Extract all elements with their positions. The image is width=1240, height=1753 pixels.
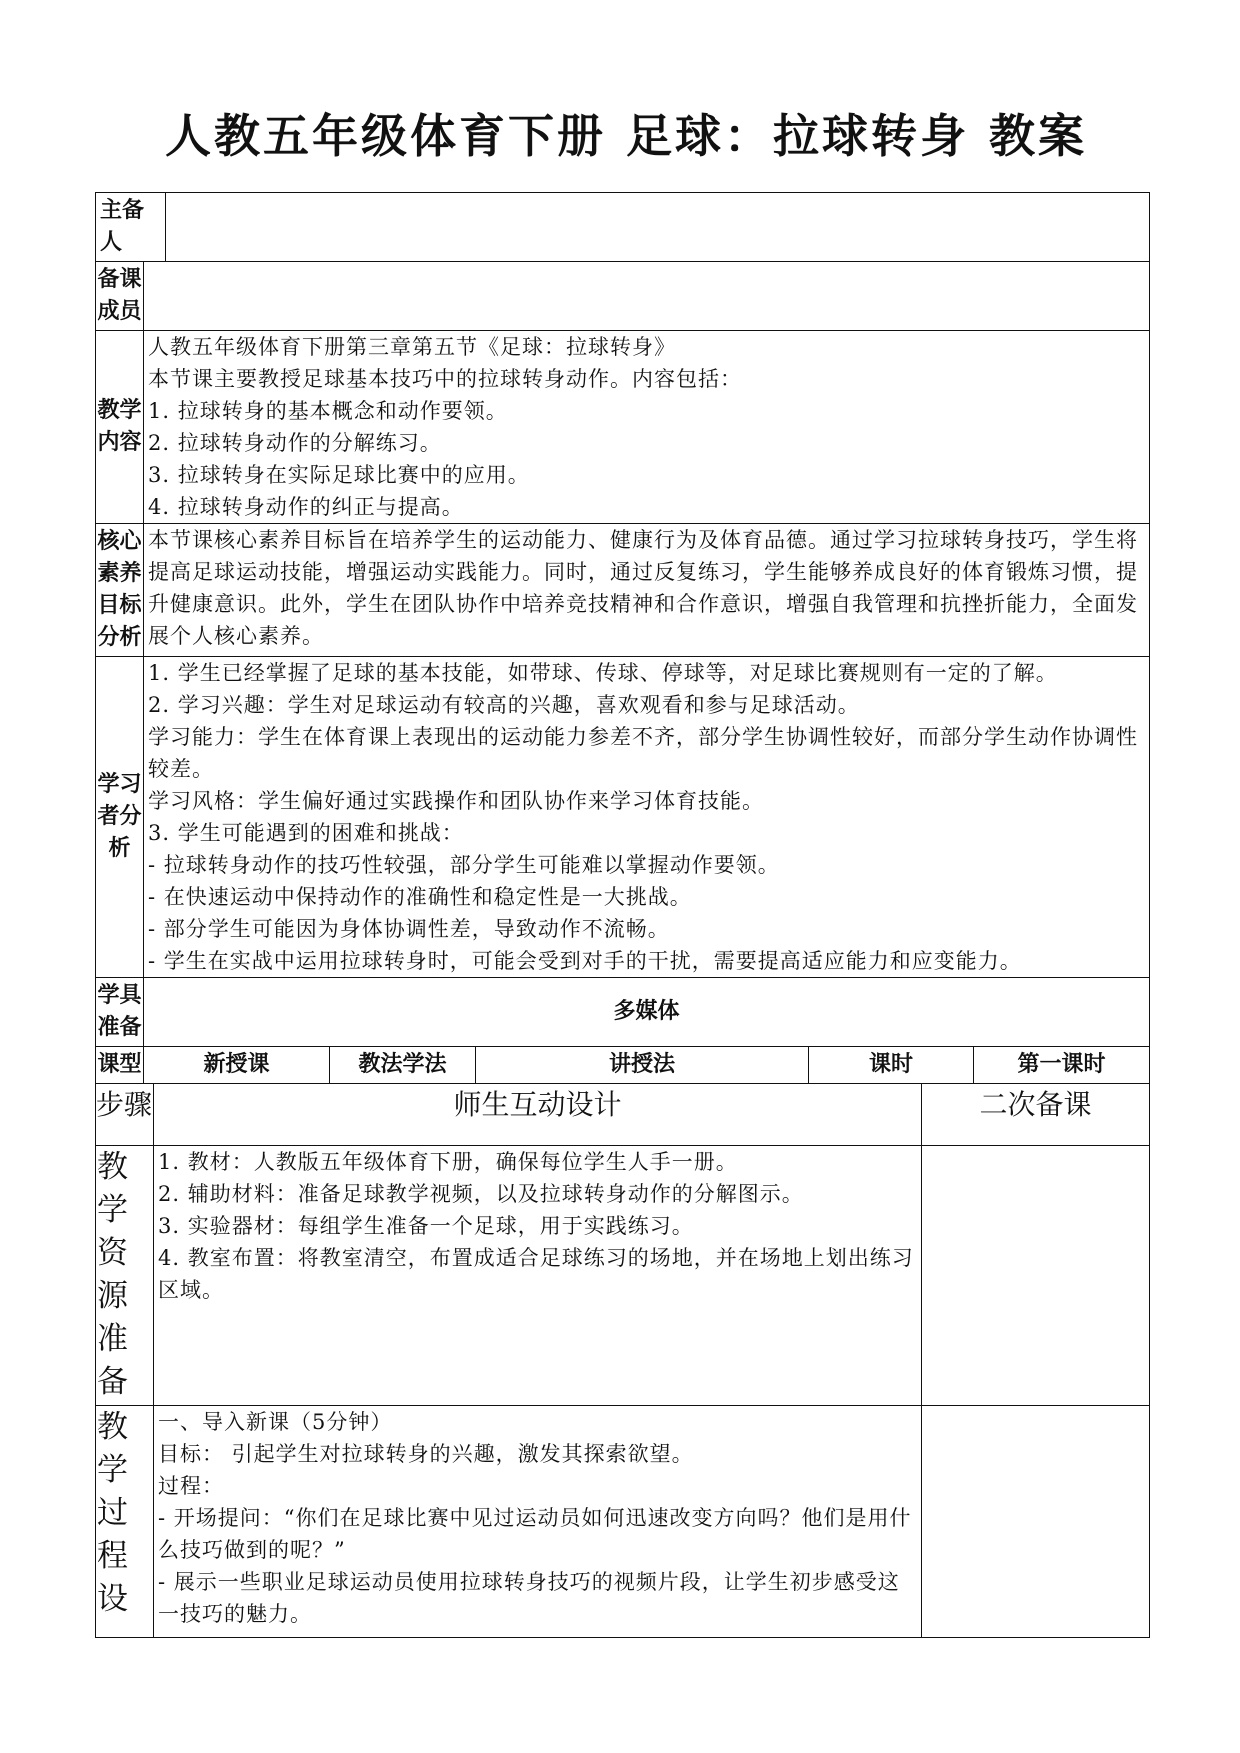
content-line-2: 本节课主要教授足球基本技巧中的拉球转身动作。内容包括： bbox=[148, 367, 742, 391]
resources-label: 教学资源准备 bbox=[96, 1145, 154, 1405]
row-learner-analysis bbox=[96, 657, 1150, 978]
resources-line-2: 2. 辅助材料：准备足球教学视频，以及拉球转身动作的分解图示。 bbox=[158, 1181, 804, 1206]
process-line-2: 目标： 引起学生对拉球转身的兴趣，激发其探索欲望。 bbox=[158, 1441, 694, 1466]
learner-line-4: 学习风格：学生偏好通过实践操作和团队协作来学习体育技能。 bbox=[148, 789, 764, 813]
learner-line-5: 3. 学生可能遇到的困难和挑战： bbox=[148, 821, 464, 845]
process-second-prep bbox=[922, 1405, 1150, 1637]
learner-line-6: - 拉球转身动作的技巧性较强，部分学生可能难以掌握动作要领。 bbox=[148, 853, 780, 877]
content-label bbox=[96, 331, 144, 524]
title-part-3: 教案 bbox=[989, 109, 1087, 163]
info-table bbox=[95, 192, 1150, 1084]
steps-table bbox=[95, 1083, 1150, 1638]
content-line-1: 人教五年级体育下册第三章第五节《足球：拉球转身》 bbox=[148, 335, 676, 359]
row-process bbox=[96, 1405, 1150, 1637]
process-line-1: 一、导入新课（5分钟） bbox=[158, 1409, 393, 1434]
process-text bbox=[154, 1405, 922, 1637]
second-prep-header: 二次备课 bbox=[922, 1083, 1150, 1145]
resources-second-prep bbox=[922, 1145, 1150, 1405]
resources-text bbox=[154, 1145, 922, 1405]
core-label-line-2: 素养 bbox=[97, 561, 142, 586]
learner-label-line-3: 析 bbox=[108, 836, 131, 861]
content-line-3: 1. 拉球转身的基本概念和动作要领。 bbox=[148, 399, 508, 423]
resources-line-4: 4. 教室布置：将教室清空，布置成适合足球练习的场地，并在场地上划出练习区域。 bbox=[158, 1245, 914, 1302]
row-lesson-info bbox=[96, 1047, 1150, 1084]
learner-label-line-2: 者分 bbox=[97, 804, 142, 829]
members-label bbox=[96, 262, 144, 331]
content-line-6: 4. 拉球转身动作的纠正与提高。 bbox=[148, 495, 464, 519]
title-part-1: 人教五年级体育下册 bbox=[165, 109, 606, 163]
step-header: 步骤 bbox=[96, 1083, 154, 1145]
process-line-5: - 展示一些职业足球运动员使用拉球转身技巧的视频片段，让学生初步感受这一技巧的魅力。 bbox=[158, 1569, 900, 1626]
process-line-4: - 开场提问：“你们在足球比赛中见过运动员如何迅速改变方向吗？他们是用什么技巧做到的呢？” bbox=[158, 1505, 912, 1562]
row-tools bbox=[96, 978, 1150, 1047]
core-label bbox=[96, 524, 144, 657]
learner-label bbox=[96, 657, 144, 978]
learner-line-1: 1. 学生已经掌握了足球的基本技能，如带球、传球、停球等，对足球比赛规则有一定的了解。 bbox=[148, 661, 1058, 685]
members-label-line-2: 成员 bbox=[97, 299, 142, 324]
content-line-4: 2. 拉球转身动作的分解练习。 bbox=[148, 431, 442, 455]
core-label-line-4: 分析 bbox=[97, 625, 142, 650]
members-value bbox=[144, 262, 1150, 331]
content-line-5: 3. 拉球转身在实际足球比赛中的应用。 bbox=[148, 463, 530, 487]
process-line-3: 过程： bbox=[158, 1473, 224, 1498]
learner-text bbox=[144, 657, 1150, 978]
content-label-line-1: 教学 bbox=[97, 398, 142, 423]
process-label: 教学过程设 bbox=[96, 1405, 154, 1637]
learner-line-7: - 在快速运动中保持动作的准确性和稳定性是一大挑战。 bbox=[148, 885, 692, 909]
row-core-goals bbox=[96, 524, 1150, 657]
preparer-value bbox=[166, 193, 1150, 262]
tools-value: 多媒体 bbox=[144, 978, 1150, 1047]
lesson-plan-table bbox=[95, 192, 1149, 1638]
method-value: 讲授法 bbox=[476, 1047, 809, 1084]
resources-line-1: 1. 教材：人教版五年级体育下册，确保每位学生人手一册。 bbox=[158, 1149, 738, 1174]
core-text: 本节课核心素养目标旨在培养学生的运动能力、健康行为及体育品德。通过学习拉球转身技巧，学生将提高足球运动技能，增强运动实践能力。同时，通过反复练习，学生能够养成良好的体育锻炼习惯，提升健康意识。此外，学生在团队协作中培养竞技精神和合作意识，增强自我管理和抗挫折能力，全面发展个人核心素养。 bbox=[144, 524, 1150, 657]
tools-label-line-2: 准备 bbox=[97, 1015, 142, 1040]
lesson-type-label: 课型 bbox=[96, 1047, 144, 1084]
method-label: 教法学法 bbox=[330, 1047, 476, 1084]
tools-label-line-1: 学具 bbox=[97, 983, 142, 1008]
row-steps-header bbox=[96, 1083, 1150, 1145]
row-content bbox=[96, 331, 1150, 524]
learner-line-2: 2. 学习兴趣：学生对足球运动有较高的兴趣，喜欢观看和参与足球活动。 bbox=[148, 693, 860, 717]
content-label-line-2: 内容 bbox=[97, 430, 142, 455]
core-label-line-1: 核心 bbox=[97, 529, 142, 554]
period-value: 第一课时 bbox=[974, 1047, 1150, 1084]
preparer-label: 主备人 bbox=[96, 193, 166, 262]
members-label-line-1: 备课 bbox=[97, 267, 142, 292]
row-members bbox=[96, 262, 1150, 331]
learner-line-9: - 学生在实战中运用拉球转身时，可能会受到对手的干扰，需要提高适应能力和应变能力。 bbox=[148, 949, 1022, 973]
learner-label-line-1: 学习 bbox=[97, 772, 142, 797]
learner-line-8: - 部分学生可能因为身体协调性差，导致动作不流畅。 bbox=[148, 917, 670, 941]
learner-line-3: 学习能力：学生在体育课上表现出的运动能力参差不齐，部分学生协调性较好，而部分学生动作协调性较差。 bbox=[148, 725, 1138, 781]
design-header: 师生互动设计 bbox=[154, 1083, 922, 1145]
period-label: 课时 bbox=[809, 1047, 974, 1084]
title-part-2: 足球：拉球转身 bbox=[626, 109, 969, 163]
content-text bbox=[144, 331, 1150, 524]
lesson-type-value: 新授课 bbox=[144, 1047, 330, 1084]
row-resources bbox=[96, 1145, 1150, 1405]
tools-label bbox=[96, 978, 144, 1047]
core-label-line-3: 目标 bbox=[97, 593, 142, 618]
row-preparer bbox=[96, 193, 1150, 262]
page-title bbox=[165, 100, 1145, 166]
resources-line-3: 3. 实验器材：每组学生准备一个足球，用于实践练习。 bbox=[158, 1213, 694, 1238]
